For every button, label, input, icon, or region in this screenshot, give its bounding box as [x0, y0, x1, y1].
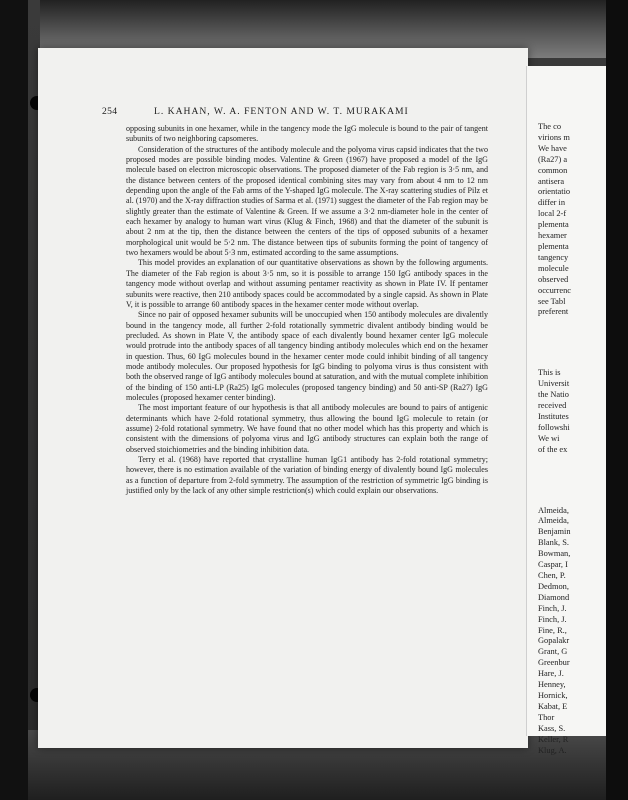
- right-page-line: We wi: [538, 433, 560, 443]
- paragraph: Terry et al. (1968) have reported that crystalline human IgG1 antibody has 2-fold rotational symmetry; however, there is no estimation available of the variation of binding energy of divalently bound IgG molecules as a function of departure from 2-fold symmetry. The assumption of the restriction of symmetric IgG binding is justified only by the lack of any other simple restriction(s) which could explain our observations.: [126, 455, 488, 496]
- right-page-line: orientatio: [538, 187, 571, 197]
- scan-edge-left: [0, 0, 28, 800]
- right-page-line: received: [538, 401, 567, 411]
- running-header-authors: L. KAHAN, W. A. FENTON AND W. T. MURAKAMI: [154, 106, 409, 117]
- right-page-line: Caspar, I: [538, 560, 568, 570]
- right-page-line: tangency: [538, 252, 569, 262]
- right-page-line: We have: [538, 143, 567, 153]
- right-page-line: hexamer: [538, 231, 567, 241]
- paragraph: The most important feature of our hypothesis is that all antibody molecules are bound to pairs of antigenic determinants which have 2-fold rotational symmetry, thus allowing the bound IgG molecule to retain (or assume) 2-fold rotational symmetry. We have found that no other model which has this property and which is consistent with the dimensions of polyoma virus and IgG antibody structures can explain both the range of observed stoichiometries and the binding inhibition data.: [126, 403, 488, 454]
- right-page-line: Diamond: [538, 592, 570, 602]
- right-page-line: Finch, J.: [538, 603, 567, 613]
- right-page-line: preferent: [538, 307, 569, 317]
- body-text: [126, 124, 488, 496]
- right-page-line: Almeida,: [538, 516, 569, 526]
- right-page-line: Chen, P.: [538, 571, 566, 580]
- right-page-line: Kass, S.: [538, 723, 566, 733]
- scan-edge-right: [606, 0, 628, 800]
- paragraph: This model provides an explanation of our quantitative observations as shown by the following arguments. The diameter of the Fab region is about 3·5 nm, so it is possible to arrange 150 IgG antibody spaces in the tangency mode without overlap and without assuming pentamer reactivity as shown in Plate IV. If pentamer subunits were reactive, then 210 antibody spaces could be accommodated by a single capsid. As shown in Plate V, it is possible to arrange 60 antibody spaces in the hexamer center mode without overlap.: [126, 258, 488, 309]
- right-page-line: Institutes: [538, 411, 569, 421]
- right-page-line: Bowman,: [538, 549, 571, 559]
- right-page-line: of the ex: [538, 444, 568, 454]
- right-page-line: Gopalakr: [538, 636, 570, 646]
- page-number: 254: [102, 106, 118, 117]
- paragraph: opposing subunits in one hexamer, while in the tangency mode the IgG molecule is bound to the pair of tangent subunits of two neighboring capsomeres.: [126, 124, 488, 144]
- right-page-line: see Tabl: [538, 296, 566, 306]
- right-page-line: Kabat, E: [538, 701, 568, 711]
- right-page-line: virions m: [538, 132, 570, 142]
- right-page-line: the Natio: [538, 390, 569, 400]
- right-page-line: This is: [538, 368, 561, 378]
- right-page-line: Grant, G: [538, 647, 568, 657]
- right-page-line: Universit: [538, 379, 570, 389]
- right-page-line: Blank, S.: [538, 538, 569, 548]
- right-page-line: common: [538, 165, 568, 175]
- right-page-block-references: [538, 506, 606, 757]
- right-page-line: Keller, R: [538, 734, 569, 744]
- right-page-line: The co: [538, 122, 562, 131]
- right-page-line: differ in: [538, 198, 566, 208]
- right-page-block-discussion: [538, 122, 606, 318]
- right-page-line: Thor: [538, 712, 555, 722]
- right-page-line: Greenbur: [538, 658, 570, 668]
- right-page-line: occurrenc: [538, 285, 572, 295]
- right-page-line: Fine, R.,: [538, 625, 567, 635]
- running-header: [102, 106, 492, 120]
- right-page-line: Benjamin: [538, 527, 571, 537]
- right-page-line: plementa: [538, 220, 569, 230]
- right-page-line: local 2-f: [538, 209, 567, 219]
- right-page-line: antisera: [538, 176, 565, 186]
- right-page-line: Almeida,: [538, 505, 569, 515]
- right-page-line: molecule: [538, 263, 569, 273]
- right-page-block-acknowledgements: [538, 368, 606, 455]
- paragraph: Since no pair of opposed hexamer subunits will be unoccupied when 150 antibody molecules are divalently bound in the tangency mode, all further 2-fold rotationally symmetric divalent antibody binding would be precluded. As shown in Plate V, the antibody space of each divalently bound hexamer center IgG molecule would protrude into the antibody spaces of all tangency binding antibody molecules which end on the hexamer in question. Thus, 60 IgG molecules bound in the hexamer center mode could inhibit binding of all tangency mode antibody molecules. Our proposed hypothesis for IgG binding to polyoma virus is thus consistent with both the observed range of IgG antibody molecules bound at saturation, and with the mutual complete inhibition of the binding of 150 anti-LP (Ra25) IgG molecules (proposed tangency binding) and 50 anti-SP (Ra27) IgG molecules (proposed hexamer center binding).: [126, 310, 488, 402]
- right-page-line: observed: [538, 274, 569, 284]
- right-page-line: Hornick,: [538, 690, 568, 700]
- right-page-line: Henney,: [538, 680, 566, 690]
- paragraph: Consideration of the structures of the antibody molecule and the polyoma virus capsid indicates that the two proposed modes are possible binding modes. Valentine & Green (1967) have proposed a model of the IgG molecule based on electron microscopic observations. The proposed diameter of the Fab region is 3·5 nm, and the distance between centers of the proposed identical combining sites may vary from about 4 nm to 12 nm depending upon the angle of the Fab arms of the Y-shaped IgG molecule. The X-ray scattering studies of Pilz et al. (1970) and the X-ray diffraction studies of Sarma et al. (1971) suggest the diameter of the Fab region may be slightly greater than the estimate of Valentine & Green. If we assume a 3·2 nm-diameter hole in the center of each hexamer by analogy to human wart virus (Klug & Finch, 1968) and that the diameter of the subunit is about 2 nm at the tip, then the distance between the centers of the tips of opposed subunits of a hexamer morphological unit would be 5·2 nm. The distance between tips of subunits forming the point of tangency of two hexamers would be about 5·3 nm, estimated according to the same assumptions.: [126, 144, 488, 258]
- right-page-line: Klug, A.: [538, 745, 567, 755]
- right-page-line: plementa: [538, 241, 569, 251]
- right-page-line: followshi: [538, 422, 570, 432]
- right-page-line: Dedmon,: [538, 581, 569, 591]
- right-page-text: [538, 122, 606, 756]
- right-page-line: Finch, J.: [538, 614, 567, 624]
- right-page-line: Hare, J.: [538, 669, 564, 679]
- right-page-line: (Ra27) a: [538, 154, 568, 164]
